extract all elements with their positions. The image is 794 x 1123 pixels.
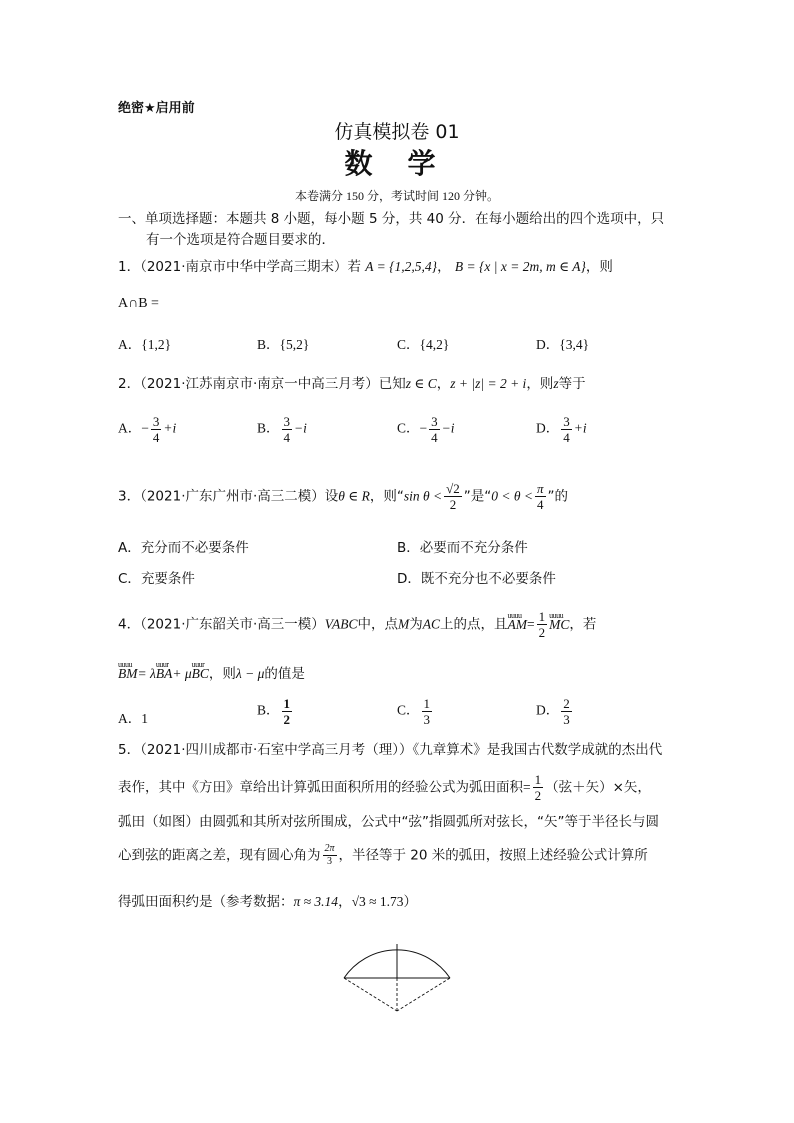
q1-option-a-value: {1,2}	[141, 337, 172, 352]
q5-line-4	[118, 843, 648, 868]
q2-option-a-label: A．	[118, 420, 142, 436]
q2-option-b[interactable]	[257, 414, 307, 445]
q3-sin: sin θ <	[403, 488, 443, 504]
q3-option-b[interactable]	[397, 536, 528, 556]
q4-t4: ，若	[569, 616, 597, 633]
q3-option-a[interactable]	[118, 536, 249, 556]
q2-option-c[interactable]	[397, 414, 455, 445]
q4-fraction	[537, 609, 548, 640]
q5-fraction	[533, 772, 544, 803]
arc-field-figure	[340, 940, 455, 1015]
q5-line4a: 心到弦的距离之差，现有圆心角为	[118, 847, 321, 864]
q4-prefix: 4．（2021·广东韶关市·高三一模）	[118, 616, 325, 633]
q2-option-a-num: 3	[152, 414, 160, 429]
q2-option-b-tail: −i	[294, 420, 307, 436]
q1-sep: ，	[437, 259, 451, 275]
q2-option-c-label: C．	[397, 420, 420, 436]
q2-cond2: z + |z| = 2 + i	[450, 376, 527, 391]
q4-segment-ac: AC	[422, 616, 441, 632]
q2-var: z	[553, 376, 559, 391]
q4-option-d-fraction	[561, 696, 572, 727]
paper-title: 仿真模拟卷 01	[334, 121, 460, 143]
q2-option-c-sign: −	[419, 420, 428, 436]
q1-option-b-value: {5,2}	[279, 337, 310, 352]
question-3	[118, 481, 568, 512]
q5-angle-num: 2π	[324, 843, 335, 854]
section-instructions-line1: 一、单项选择题：本题共 8 小题，每小题 5 分，共 40 分．在每小题给出的四个选项中，只	[118, 211, 665, 227]
q3-num1: √2	[446, 481, 460, 496]
q4-vector-bc: uuur BC	[192, 665, 209, 683]
q3-option-a-value: 充分而不必要条件	[140, 540, 249, 556]
q4-option-c-den: 3	[423, 712, 431, 727]
q4-triangle: VABC	[324, 616, 358, 632]
q3-den1: 2	[449, 497, 457, 512]
secret-label: 绝密★启用前	[118, 101, 195, 116]
q1-option-d-label: D．	[536, 337, 560, 352]
question-1	[118, 258, 613, 276]
q3-num2: π	[537, 481, 544, 496]
q5-line-1: 5．（2021·四川成都市·石室中学高三月考（理））《九章算术》是我国古代数学成就的杰出代	[118, 742, 663, 758]
q4-option-c[interactable]	[397, 696, 434, 727]
arc-field-radius-right	[397, 978, 450, 1011]
q3-end: ”的	[547, 488, 569, 505]
q1-suffix: ，则	[585, 259, 613, 275]
q4-rhs2: + μ	[172, 666, 192, 681]
q4-option-c-label: C．	[397, 702, 420, 718]
q3-option-a-label: A．	[118, 540, 141, 556]
q3-option-d[interactable]	[397, 567, 556, 587]
q5-pi: π ≈ 3.14	[293, 894, 339, 909]
q4-t6: 的值是	[264, 666, 305, 682]
q4-option-a-value: 1	[141, 711, 148, 726]
q5-angle-den: 3	[327, 856, 332, 867]
q1-option-d[interactable]	[536, 333, 589, 353]
q3-fraction-1	[444, 481, 462, 512]
q5-sep: ，	[338, 894, 352, 910]
q5-line2a: 表作，其中《方田》章给出计算弧田面积所用的经验公式为弧田面积	[118, 779, 523, 796]
q4-den: 2	[538, 625, 546, 640]
q3-mid2: ”是“	[463, 488, 492, 505]
q4-eq: =	[527, 616, 535, 632]
q5-line-5	[118, 893, 417, 911]
q4-option-a[interactable]	[118, 707, 148, 727]
q4-lambda-mu: λ − μ	[235, 666, 265, 681]
q2-end: 等于	[558, 376, 586, 392]
q2-option-a-tail: +i	[163, 420, 177, 436]
q5-eq: =	[523, 779, 531, 795]
q2-option-a[interactable]	[118, 414, 176, 445]
q1-set-b: B = {x | x = 2m, m ∈ A}	[454, 259, 586, 274]
q2-option-c-fraction	[429, 414, 440, 445]
q3-option-b-value: 必要而不充分条件	[419, 540, 528, 556]
q2-option-a-sign: −	[141, 420, 149, 436]
q2-option-d-label: D．	[536, 420, 560, 436]
q4-option-c-num: 1	[423, 696, 431, 711]
q1-option-c-label: C．	[397, 337, 420, 352]
q4-option-d-den: 3	[563, 712, 570, 727]
q2-option-c-den: 4	[431, 430, 438, 445]
q1-expression: A∩B =	[118, 296, 159, 311]
q2-option-b-num: 3	[283, 414, 291, 429]
q3-option-d-label: D．	[397, 571, 421, 587]
q2-option-b-fraction	[282, 414, 293, 445]
q4-option-b-fraction	[282, 696, 293, 727]
q4-option-b[interactable]	[257, 696, 294, 727]
q1-option-b-label: B．	[257, 337, 280, 352]
q4-option-a-label: A．	[118, 711, 142, 726]
q2-option-d[interactable]	[536, 414, 587, 445]
q3-option-d-value: 既不充分也不必要条件	[420, 571, 556, 587]
subject-title: 数 学	[344, 149, 450, 180]
q4-option-b-label: B．	[257, 702, 280, 718]
q4-option-d[interactable]	[536, 696, 574, 727]
q4-option-d-num: 2	[563, 696, 570, 711]
section-instructions-line2: 有一个选项是符合题目要求的．	[146, 232, 335, 248]
q4-option-b-num: 1	[283, 696, 291, 711]
q2-prefix: 2．（2021·江苏南京市·南京一中高三月考）已知	[118, 376, 406, 392]
q4-vector-am: uuuu AM	[508, 616, 528, 634]
question-4	[118, 609, 596, 640]
q5-line5b: ）	[403, 894, 418, 910]
q5-line4b: ，半径等于 20 米的弧田，按照上述经验公式计算所	[338, 847, 648, 864]
q2-suffix: ，则	[526, 376, 554, 392]
q2-option-c-tail: −i	[441, 420, 455, 436]
q2-cond1: z ∈ C	[405, 376, 437, 391]
q2-option-a-fraction	[151, 414, 162, 445]
q5-sqrt3: √3 ≈ 1.73	[351, 894, 404, 909]
q4-num: 1	[538, 609, 546, 624]
q3-fraction-2	[535, 481, 546, 512]
q3-option-c-value: 充要条件	[140, 571, 195, 587]
question-2	[118, 375, 586, 393]
q1-option-a[interactable]	[118, 333, 171, 353]
q2-sep: ，	[436, 376, 451, 392]
q4-t5: ，则	[208, 666, 236, 682]
q2-option-a-den: 4	[152, 430, 160, 445]
q4-t2: 为	[409, 616, 423, 633]
q3-mid1: ，则“	[369, 488, 404, 505]
q1-option-c-value: {4,2}	[419, 337, 450, 352]
q3-den2: 4	[537, 497, 544, 512]
q2-option-c-num: 3	[431, 414, 438, 429]
q3-option-b-label: B．	[397, 540, 420, 556]
q1-set-a: A = {1,2,5,4}	[365, 259, 438, 274]
q3-option-c[interactable]	[118, 567, 195, 587]
q5-angle-fraction	[323, 843, 337, 868]
q4-vector-mc: uuuu MC	[549, 616, 569, 634]
q1-option-b[interactable]	[257, 333, 309, 353]
q4-option-b-den: 2	[283, 712, 291, 727]
q2-option-b-den: 4	[283, 430, 291, 445]
q4-option-c-fraction	[422, 696, 433, 727]
q1-prefix: 1．（2021·南京市中华中学高三期末）若	[118, 259, 361, 275]
q2-option-d-fraction	[561, 414, 572, 445]
q4-point-m: M	[398, 616, 410, 632]
q3-ineq: 0 < θ <	[491, 488, 534, 504]
q1-option-c[interactable]	[397, 333, 449, 353]
arc-field-radius-left	[344, 978, 397, 1011]
q2-option-d-den: 4	[563, 430, 570, 445]
q4-vector-ba: uuur BA	[156, 665, 173, 683]
q4-vector-bm: uuuu BM	[118, 665, 138, 683]
q4-t3: 上的点，且	[440, 616, 508, 633]
q3-option-c-label: C．	[118, 571, 141, 587]
question-4-cont	[118, 665, 305, 683]
exam-notice: 本卷满分 150 分，考试时间 120 分钟。	[294, 189, 499, 203]
q4-option-d-label: D．	[536, 702, 560, 718]
q2-option-b-label: B．	[257, 420, 280, 436]
q2-option-d-num: 3	[563, 414, 570, 429]
q5-line-2	[118, 772, 651, 803]
q1-option-d-value: {3,4}	[559, 337, 590, 352]
q5-num: 1	[534, 772, 542, 787]
q3-prefix: 3．（2021·广东广州市·高三二模）设	[118, 488, 339, 505]
q4-rhs1: = λ	[137, 666, 156, 681]
q4-t1: 中，点	[357, 616, 399, 633]
q2-option-d-tail: +i	[573, 420, 587, 436]
q1-option-a-label: A．	[118, 337, 142, 352]
q5-line2b: （弦＋矢）×矢，	[545, 779, 651, 796]
q5-line5a: 得弧田面积约是（参考数据：	[118, 894, 294, 910]
q5-den: 2	[534, 788, 542, 803]
q3-cond: θ ∈ R	[338, 488, 370, 504]
q5-line-3: 弧田（如图）由圆弧和其所对弦所围成，公式中“弦”指圆弧所对弦长，“矢”等于半径长与圆	[118, 814, 659, 830]
